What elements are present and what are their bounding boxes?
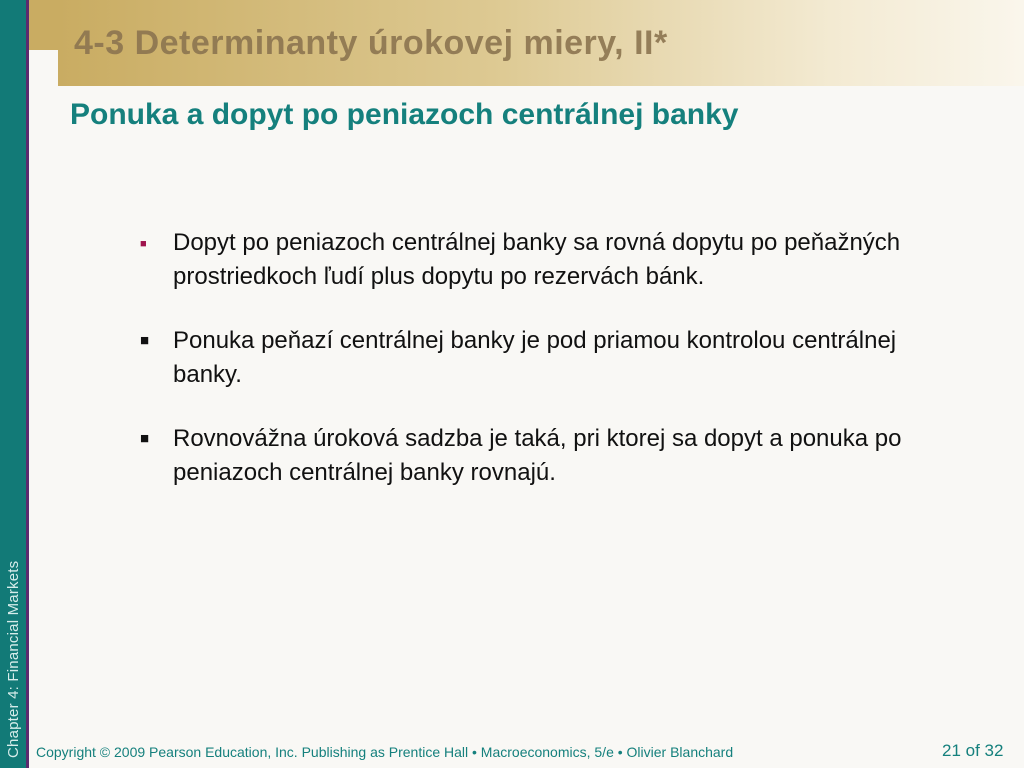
bullet-item [140, 422, 920, 490]
copyright-footer: Copyright © 2009 Pearson Education, Inc. Publishing as Prentice Hall • Macroeconomics, 5/e • Olivier Blanchard [36, 744, 734, 760]
bullet-text: Ponuka peňazí centrálnej banky je pod priamou kontrolou centrálnej banky. [173, 327, 897, 388]
bullet-text: Dopyt po peniazoch centrálnej banky sa rovná dopytu po peňažných prostriedkoch ľudí plus dopytu po rezervách bánk. [173, 229, 901, 290]
slide-subtitle: Ponuka a dopyt po peniazoch centrálnej banky [70, 98, 739, 131]
side-stripe [26, 0, 29, 768]
title-band-notch [29, 0, 58, 50]
bullet-item [140, 226, 920, 294]
chapter-label: Chapter 4: Financial Markets [5, 560, 22, 758]
bullet-marker: ■ [140, 332, 150, 349]
bullet-marker: ■ [140, 430, 150, 447]
slide-title: 4-3 Determinanty úrokovej miery, II* [74, 24, 668, 62]
bullet-marker: ■ [140, 238, 147, 250]
bullet-text: Rovnovážna úroková sadzba je taká, pri ktorej sa dopyt a ponuka po peniazoch centrálnej banky rovnajú. [173, 425, 902, 486]
page-number: 21 of 32 [942, 741, 1004, 760]
bullet-item [140, 324, 920, 392]
bullet-list [140, 226, 920, 520]
